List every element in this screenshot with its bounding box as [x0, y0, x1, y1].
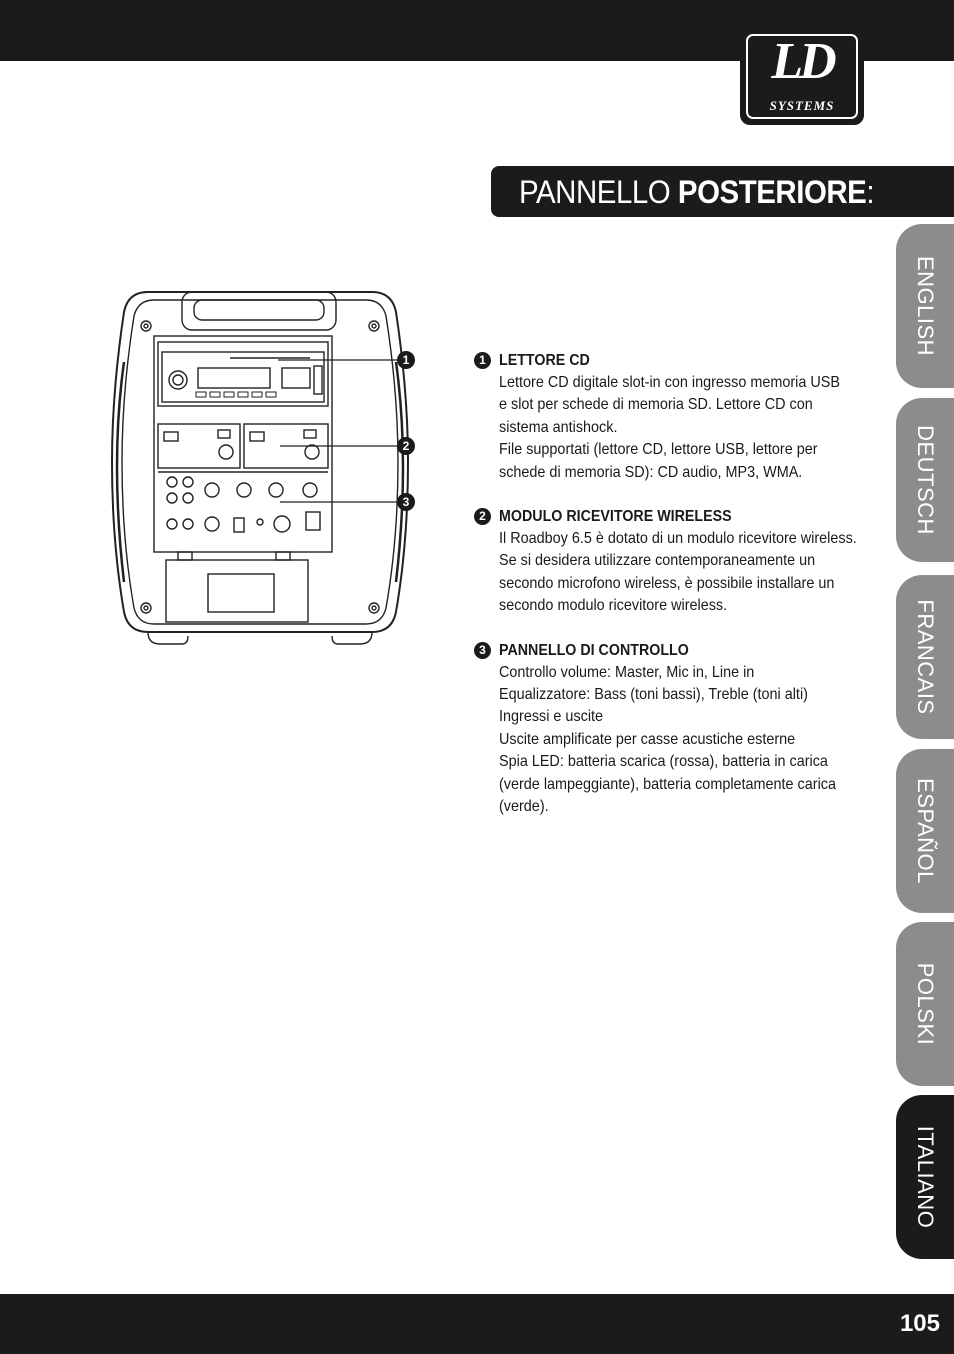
text-line: Il Roadboy 6.5 è dotato di un modulo ricevitore wireless. [499, 530, 857, 548]
logo-main-text: LD [771, 33, 833, 90]
text-line: (verde). [499, 798, 549, 816]
title-light: PANNELLO [519, 174, 678, 210]
callout-3: 3 [402, 495, 410, 509]
text-line: secondo microfono wireless, è possibile installare un [499, 574, 835, 592]
rear-panel-diagram [110, 282, 430, 654]
text-line: (verde lampeggiante), batteria completamente carica [499, 775, 836, 793]
section-title: LETTORE CD [499, 352, 590, 369]
text-line: Uscite amplificate per casse acustiche esterne [499, 730, 796, 748]
section-number: 1 [474, 352, 491, 369]
section-title: PANNELLO DI CONTROLLO [499, 641, 689, 659]
content-column [474, 350, 894, 841]
tab-label: DEUTSCH [913, 425, 938, 535]
logo-sub-text: SYSTEMS [769, 98, 835, 113]
text-line: Spia LED: batteria scarica (rossa), batteria in carica [499, 753, 828, 771]
text-line: Equalizzatore: Bass (toni bassi), Treble (toni alti) [499, 686, 808, 704]
tab-label: POLSKI [913, 962, 938, 1046]
tab-espanol[interactable] [896, 749, 954, 913]
tab-label: ESPAÑOL [913, 778, 938, 884]
text-line: Lettore CD digitale slot-in con ingresso memoria USB [499, 374, 840, 391]
page-title [519, 172, 874, 212]
page-title-bar [491, 166, 954, 217]
callout-1: 1 [402, 353, 410, 367]
ld-systems-logo [740, 28, 864, 125]
text-line: Ingressi e uscite [499, 708, 604, 726]
text-line: schede di memoria SD): CD audio, MP3, WMA. [499, 463, 803, 481]
page-number: 105 [899, 1310, 940, 1337]
tab-label: ITALIANO [913, 1125, 938, 1229]
section-number: 2 [474, 508, 491, 525]
section-title: MODULO RICEVITORE WIRELESS [499, 508, 732, 526]
title-bold: POSTERIORE [677, 174, 867, 210]
tab-label: FRANCAIS [913, 599, 938, 715]
tab-francais[interactable] [896, 575, 954, 739]
tab-deutsch[interactable] [896, 398, 954, 562]
text-line: secondo modulo ricevitore wireless. [499, 597, 728, 615]
tab-polski[interactable] [896, 922, 954, 1086]
section-control-panel [474, 640, 894, 819]
tab-label: ENGLISH [913, 255, 938, 357]
section-wireless-module [474, 506, 894, 618]
text-line: Controllo volume: Master, Mic in, Line in [499, 663, 755, 681]
title-suffix: : [866, 174, 875, 210]
tab-english[interactable] [896, 224, 954, 388]
tab-italiano[interactable] [896, 1095, 954, 1259]
bottom-bar [0, 1294, 954, 1354]
text-line: File supportati (lettore CD, lettore USB, lettore per [499, 441, 818, 459]
text-line: e slot per schede di memoria SD. Lettore CD con [499, 396, 813, 414]
section-number: 3 [474, 642, 491, 659]
section-cd-player [474, 350, 894, 484]
callout-2: 2 [402, 439, 410, 453]
text-line: sistema antishock. [499, 418, 618, 436]
text-line: Se si desidera utilizzare contemporaneamente un [499, 552, 816, 570]
